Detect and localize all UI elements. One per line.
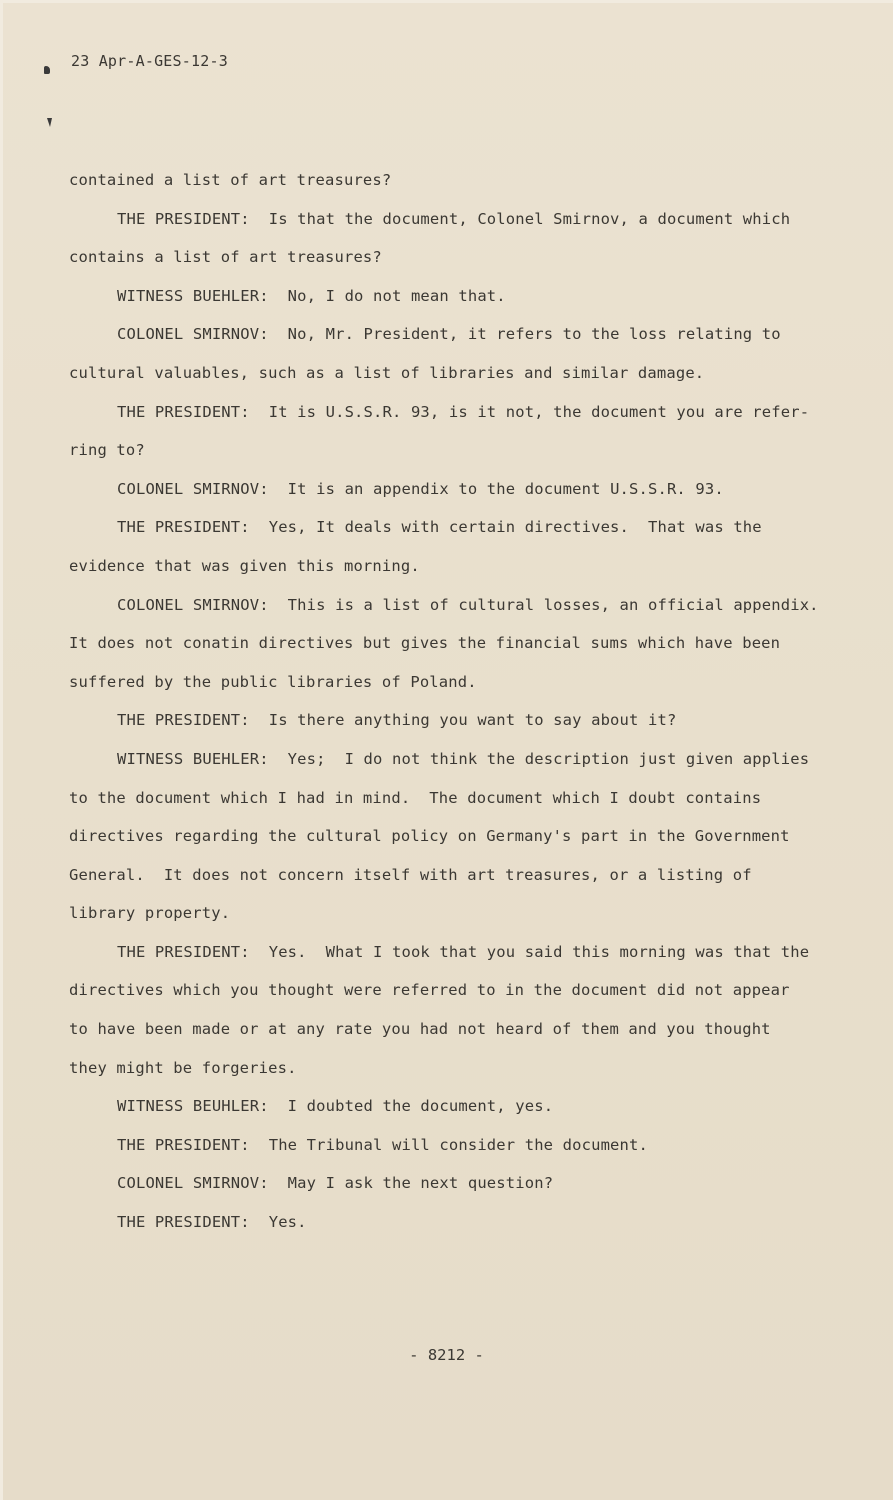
speaker-label: WITNESS BEUHLER: — [117, 1097, 269, 1116]
transcript-line — [69, 669, 839, 708]
speaker-label: COLONEL SMIRNOV: — [117, 325, 269, 344]
transcript-line — [69, 707, 839, 746]
line-text: General. It does not concern itself with art treasures, or a listing of — [69, 865, 752, 884]
transcript-line — [69, 283, 839, 322]
speaker-label: WITNESS BUEHLER: — [117, 286, 269, 305]
page-number: - 8212 - — [409, 1346, 484, 1364]
line-text: to the document which I had in mind. The document which I doubt contains — [69, 788, 762, 807]
line-text: Yes. — [249, 1213, 307, 1232]
transcript-body — [69, 167, 839, 1248]
line-text: Yes; I do not think the description just given applies — [268, 749, 810, 768]
transcript-line — [69, 900, 839, 939]
transcript-line — [69, 823, 839, 862]
line-text: It does not conatin directives but gives the financial sums which have been — [69, 634, 781, 653]
speaker-label: COLONEL SMIRNOV: — [117, 595, 269, 614]
transcript-line — [69, 1093, 839, 1132]
speaker-label: THE PRESIDENT: — [117, 402, 250, 421]
transcript-line — [69, 977, 839, 1016]
transcript-line — [69, 1016, 839, 1055]
line-text: cultural valuables, such as a list of libraries and similar damage. — [69, 363, 705, 382]
line-text: directives which you thought were referred to in the document did not appear — [69, 981, 790, 1000]
transcript-line — [69, 1132, 839, 1171]
line-text: This is a list of cultural losses, an official appendix. — [268, 595, 819, 614]
transcript-line — [69, 514, 839, 553]
transcript-line — [69, 1170, 839, 1209]
line-text: contains a list of art treasures? — [69, 248, 382, 267]
transcript-line — [69, 360, 839, 399]
binding-mark-icon — [47, 118, 52, 127]
transcript-line — [69, 1055, 839, 1094]
line-text: ring to? — [69, 441, 145, 460]
transcript-line — [69, 437, 839, 476]
line-text: May I ask the next question? — [268, 1174, 554, 1193]
speaker-label: THE PRESIDENT: — [117, 1213, 250, 1232]
transcript-line — [69, 244, 839, 283]
transcript-line — [69, 321, 839, 360]
line-text: No, Mr. President, it refers to the loss relating to — [268, 325, 781, 344]
line-text: Is there anything you want to say about it? — [249, 711, 677, 730]
transcript-line — [69, 399, 839, 438]
transcript-line — [69, 785, 839, 824]
transcript-line — [69, 1209, 839, 1248]
transcript-line — [69, 862, 839, 901]
line-text: evidence that was given this morning. — [69, 556, 420, 575]
line-text: directives regarding the cultural policy on Germany's part in the Government — [69, 827, 790, 846]
transcript-line — [69, 206, 839, 245]
transcript-line — [69, 476, 839, 515]
speaker-label: THE PRESIDENT: — [117, 942, 250, 961]
speaker-label: WITNESS BUEHLER: — [117, 749, 269, 768]
speaker-label: THE PRESIDENT: — [117, 209, 250, 228]
binding-mark-icon — [44, 66, 50, 74]
transcript-line — [69, 939, 839, 978]
transcript-line — [69, 167, 839, 206]
transcript-line — [69, 746, 839, 785]
line-text: contained a list of art treasures? — [69, 171, 392, 189]
line-text: The Tribunal will consider the document. — [249, 1135, 648, 1154]
line-text: they might be forgeries. — [69, 1058, 297, 1077]
document-header-code: 23 Apr-A-GES-12-3 — [71, 52, 228, 70]
transcript-line — [69, 592, 839, 631]
line-text: library property. — [69, 904, 231, 923]
page-edge — [0, 0, 3, 1500]
page-edge — [0, 0, 893, 3]
speaker-label: COLONEL SMIRNOV: — [117, 479, 269, 498]
line-text: Is that the document, Colonel Smirnov, a document which — [249, 209, 791, 228]
speaker-label: THE PRESIDENT: — [117, 518, 250, 537]
line-text: It is U.S.S.R. 93, is it not, the document you are refer- — [249, 402, 810, 421]
speaker-label: THE PRESIDENT: — [117, 1135, 250, 1154]
line-text: No, I do not mean that. — [268, 286, 506, 305]
line-text: It is an appendix to the document U.S.S.R. 93. — [268, 479, 724, 498]
transcript-line — [69, 630, 839, 669]
line-text: to have been made or at any rate you had not heard of them and you thought — [69, 1020, 771, 1039]
line-text: suffered by the public libraries of Poland. — [69, 672, 477, 691]
speaker-label: THE PRESIDENT: — [117, 711, 250, 730]
transcript-line — [69, 553, 839, 592]
line-text: Yes, It deals with certain directives. That was the — [249, 518, 762, 537]
line-text: I doubted the document, yes. — [268, 1097, 554, 1116]
line-text: Yes. What I took that you said this morning was that the — [249, 942, 810, 961]
speaker-label: COLONEL SMIRNOV: — [117, 1174, 269, 1193]
